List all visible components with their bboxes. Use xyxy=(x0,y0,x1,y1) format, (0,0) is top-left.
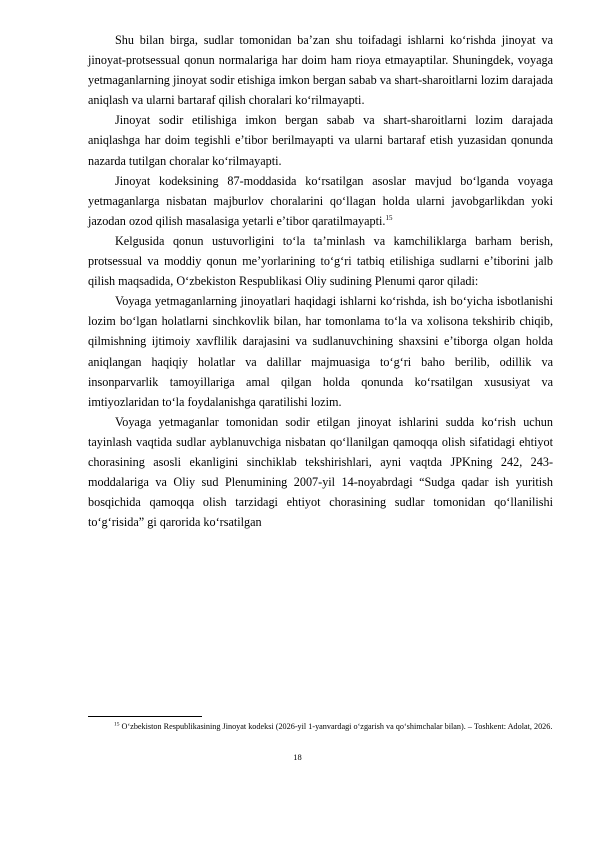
footnote-reference[interactable]: 15 xyxy=(385,213,393,222)
footnote xyxy=(88,719,553,734)
footnote-number: 15 xyxy=(114,721,120,728)
footnote-divider xyxy=(88,716,202,717)
footnote-text: Oʻzbekiston Respublikasining Jinoyat kodeksi (2026-yil 1-yanvardagi oʻzgarish va qoʻshimchalar bilan). – Toshkent: Adolat, 2026. xyxy=(121,722,553,731)
page-body xyxy=(88,30,553,532)
paragraph-6: Voyaga yetmaganlar tomonidan sodir etilgan jinoyat ishlarini sudda koʻrish uchun tayinlash vaqtida sudlar ayblanuvchiga nisbatan qoʻllanilgan qamoqqa olish sifatidagi ehtiyot chorasining asosli ekanligini sinchiklab tekshirishlari, ayni vaqtda JPKning 242, 243-moddalariga va Oliy sud Plenumining 2007-yil 14-noyabrdagi “Sudga qadar ish yuritish bosqichida qamoqqa olish tarzidagi ehtiyot chorasining sudlar tomonidan qoʻllanilishi toʻgʻrisida” gi qarorida koʻrsatilgan xyxy=(88,414,553,530)
paragraph-3-text: Jinoyat kodeksining 87-moddasida koʻrsatilgan asoslar mavjud boʻlganda voyaga yetmaganlarga nisbatan majburlov choralarini qoʻllagan holda ularni javobgarlikdan yoki jazodan ozod qilish masalasiga yetarli eʼtibor qaratilmayapti. xyxy=(88,173,553,228)
paragraph-4: Kelgusida qonun ustuvorligini toʻla taʼminlash va kamchiliklarga barham berish, protsessual va moddiy qonun meʼyorlarining toʻgʻri tatbiq etilishiga sudlarni eʼtiborini jalb qilish maqsadida, Oʻzbekiston Respublikasi Oliy sudining Plenumi qaror qiladi: xyxy=(88,233,553,289)
page-number: 18 xyxy=(293,752,302,762)
paragraph-5: Voyaga yetmaganlarning jinoyatlari haqidagi ishlarni koʻrishda, ish boʻyicha isbotlanishi lozim boʻlgan holatlarni sinchkovlik bilan, har tomonlama toʻla va xolisona tekshirib chiqib, qilmishning ijtimoiy xavflilik darajasini va sudlanuvchining shaxsini eʼtiborga olgan holda aniqlangan haqiqiy holatlar va dalillar majmuasiga toʻgʻri baho berilib, odillik va insonparvarlik tamoyillariga amal qilgan holda qonunda koʻrsatilgan xususiyat va imtiyozlaridan toʻla foydalanishga qaratilishi lozim. xyxy=(88,294,553,409)
paragraph-3 xyxy=(88,171,553,231)
paragraph-2: Jinoyat sodir etilishiga imkon bergan sabab va shart-sharoitlarni lozim darajada aniqlashga har doim tegishli eʼtibor berilmayapti va ularni bartaraf etish yuzasidan qonunda nazarda tutilgan choralar koʻrilmayapti. xyxy=(88,113,553,168)
paragraph-1: Shu bilan birga, sudlar tomonidan baʼzan shu toifadagi ishlarni koʻrishda jinoyat va jinoyat-protsessual qonun normalariga har doim ham rioya etmayaptilar. Shuningdek, voyaga yetmaganlarning jinoyat sodir etishiga imkon bergan sabab va shart-sharoitlarni lozim darajada aniqlash va ularni bartaraf qilish choralari koʻrilmayapti. xyxy=(88,33,553,108)
